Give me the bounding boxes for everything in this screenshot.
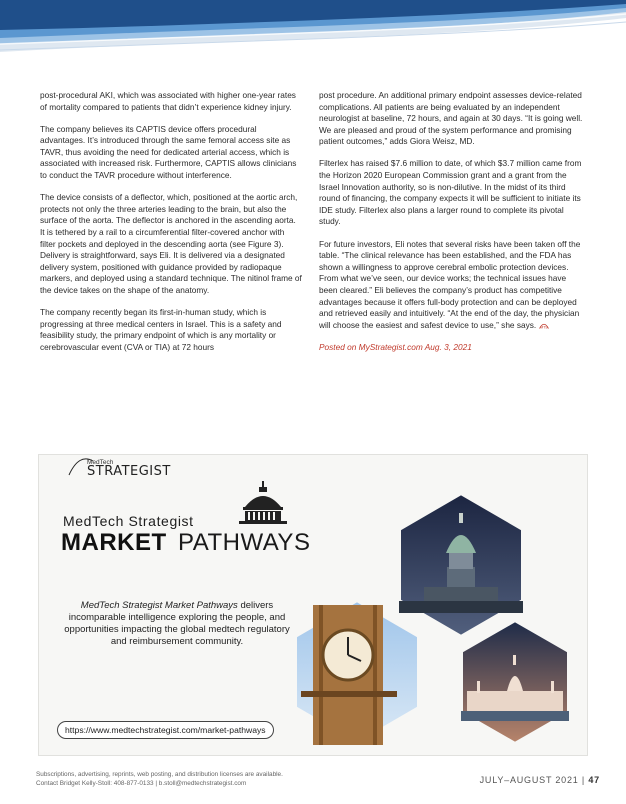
right-paragraph-1: post procedure. An additional primary endpoint assesses device-related complications. All patients are being evaluated by an independent neurologist at baseline, 72 hours, and again at 30 days. “It is going well. We are pleased and proud of the system performance and promising patient outcomes,” adds Giora Weisz, MD. — [319, 90, 583, 147]
footer-issue: JULY–AUGUST 2021 — [479, 775, 579, 785]
right-paragraph-2: Filterlex has raised $7.6 million to date, of which $3.7 million came from the Horizon 2020 European Commission grant and a grant from the Israel Innovation authority, so is non-dilutive. In the midst of its third round of financing, the company expects it will be sufficient to initiate its IDE study. Filterlex also plans a larger round to complete its pivotal study. — [319, 158, 582, 227]
left-paragraph-2: The company believes its CAPTIS device offers procedural advantages. It’s introduced through the same femoral access site as TAVR, thus avoiding the need for dedicated arterial access, which is associated with increased risk. Furthermore, CAPTIS allows clinicians to conduct the TAVR procedure without interference. — [40, 123, 297, 181]
ad-title-market: MARKET — [61, 529, 167, 556]
article-right-column — [319, 90, 585, 364]
right-paragraph-3 — [319, 239, 585, 332]
page-number: 47 — [588, 775, 600, 785]
posted-link[interactable]: Posted on MyStrategist.com Aug. 3, 2021 — [319, 341, 472, 352]
footer-contact-text: Contact Bridget Kelly-Stoll: 408-877-0133 | b.stoll@medtechstrategist.com — [36, 780, 247, 787]
footer-separator: | — [581, 775, 586, 785]
ad-url-link[interactable]: https://www.medtechstrategist.com/market-pathways — [57, 721, 274, 739]
ad-title-medtech-strategist: MedTech Strategist — [63, 513, 194, 529]
logo-medtech-text: MedTech — [87, 459, 114, 466]
end-mark-text: MTS — [540, 325, 548, 329]
left-paragraph-4: The company recently began its first-in-human study, which is progressing at three medical centers in Israel. This is a safety and feasibility study, the primary endpoint of which is any mortality or cerebrovascular event (CVA or TIA) at 72 hours — [40, 307, 282, 352]
medtech-strategist-logo — [65, 455, 171, 484]
header-wave-graphic — [0, 0, 626, 68]
right-paragraph-3-text: For future investors, Eli notes that several risks have been taken off the table. “The clinical relevance has been established, and the FDA has shown a willingness to approve cerebral embolic protection devices. From what we’ve seen, our device works; the technical issues have been cleared.” Eli believes the company’s product has competitive advantages because it offers full-body protection and can be deployed and retrieved easily and intuitively. “At the end of the day, the physician will choose the easiest and safest device to use,” she says. — [319, 238, 581, 330]
footer-issue-page — [480, 775, 600, 785]
left-paragraph-3: The device consists of a deflector, which, positioned at the aortic arch, protects not only the three arteries leading to the brain, but also the surface of the aorta. The deflector is anchored in the ascending aorta. It is tethered by a rail to a circumferential filter-covered anchor with filter pockets and deployed in the descending aorta (see Figure 3). Delivery is straightforward, says Eli. It is delivered via a designated delivery system, positioned with guidance provided by radiopaque markers, and deployed using a standard technique. The nitinol frame of the device takes on the shape of the anatomy. — [40, 192, 302, 295]
left-paragraph-1: post-procedural AKI, which was associated with higher one-year rates of mortality compared to patients that didn’t experience kidney injury. — [40, 90, 296, 112]
clock-tower-graphic — [301, 605, 397, 745]
market-pathways-ad — [38, 454, 588, 756]
ad-description — [59, 600, 295, 648]
end-mark-icon — [539, 322, 549, 329]
ad-description-body: delivers incomparable intelligence exploring the people, and opportunities impacting the global medtech regulatory and reimbursement community. — [64, 600, 290, 647]
article-left-column — [40, 90, 302, 364]
capitol-dome-icon — [233, 481, 293, 525]
ad-title-pathways: PATHWAYS — [178, 529, 311, 556]
ad-description-brand: MedTech Strategist Market Pathways — [80, 600, 238, 611]
footer-contact — [36, 770, 283, 788]
logo-strategist-text: STRATEGIST — [87, 464, 171, 479]
footer-licenses-text: Subscriptions, advertising, reprints, web posting, and distribution licenses are available. — [36, 771, 283, 778]
